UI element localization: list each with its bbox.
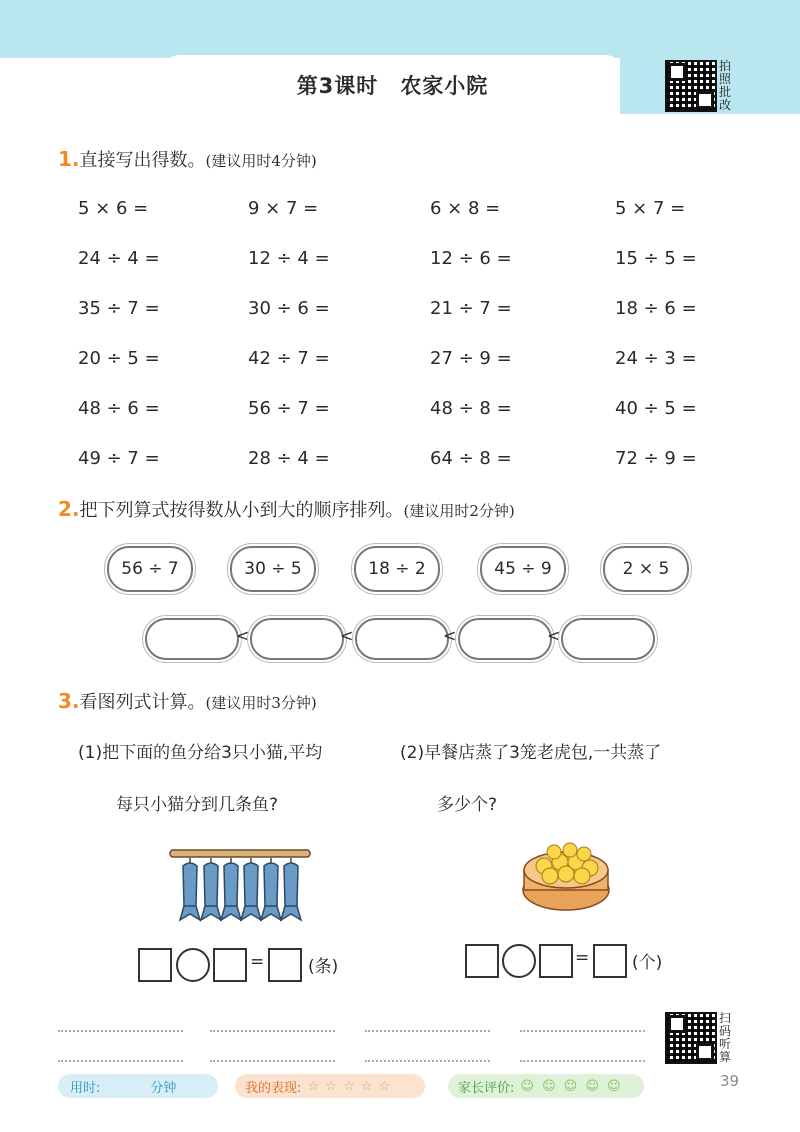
- arithmetic-problem: 56 ÷ 7 =: [248, 398, 330, 419]
- answer-box-1[interactable]: [138, 948, 172, 982]
- arithmetic-problem: 6 × 8 =: [430, 198, 501, 219]
- expression-cloud: 2 × 5: [603, 546, 689, 592]
- section-hint: (建议用时3分钟): [205, 694, 317, 712]
- arithmetic-problem: 21 ÷ 7 =: [430, 298, 512, 319]
- page-number: 39: [720, 1072, 740, 1090]
- arithmetic-problem: 12 ÷ 4 =: [248, 248, 330, 269]
- section-hint: (建议用时2分钟): [403, 502, 515, 520]
- qr-code-icon[interactable]: [665, 60, 717, 112]
- question-1-line-1: (1)把下面的鱼分给3只小猫,平均: [78, 743, 323, 763]
- steamer-buns-illustration: [520, 832, 612, 914]
- arithmetic-problem: 12 ÷ 6 =: [430, 248, 512, 269]
- question-2-line-1: (2)早餐店蒸了3笼老虎包,一共蒸了: [400, 743, 662, 763]
- answer-cloud-2[interactable]: [250, 618, 344, 660]
- scan-listen-label: [718, 1012, 732, 1064]
- answer-line[interactable]: [210, 1030, 335, 1032]
- less-than-sign: <: [547, 626, 561, 645]
- equals-sign: =: [250, 952, 265, 972]
- answer-box-2[interactable]: [539, 944, 573, 978]
- section-title: 把下列算式按得数从小到大的顺序排列。: [79, 500, 404, 521]
- expression-cloud: 56 ÷ 7: [107, 546, 193, 592]
- answer-line[interactable]: [58, 1060, 183, 1062]
- answer-cloud-4[interactable]: [458, 618, 552, 660]
- label-char: 听: [718, 1037, 731, 1051]
- expression-cloud: 18 ÷ 2: [354, 546, 440, 592]
- arithmetic-problem: 27 ÷ 9 =: [430, 348, 512, 369]
- arithmetic-problem: 64 ÷ 8 =: [430, 448, 512, 469]
- answer-line[interactable]: [365, 1060, 490, 1062]
- label-char: 批: [718, 85, 731, 99]
- answer-box-result[interactable]: [268, 948, 302, 982]
- section-number: 1.: [58, 147, 80, 171]
- smiley-rating-icon[interactable]: ☺ ☺ ☺ ☺ ☺: [520, 1078, 623, 1094]
- label-char: 码: [718, 1024, 731, 1038]
- question-2-line-2: 多少个?: [437, 795, 498, 815]
- less-than-sign: <: [340, 626, 354, 645]
- answer-line[interactable]: [520, 1030, 645, 1032]
- unit-label: (条): [308, 957, 339, 977]
- qr-code-icon[interactable]: [665, 1012, 717, 1064]
- question-1-line-2: 每只小猫分到几条鱼?: [116, 795, 279, 815]
- section-title: 看图列式计算。: [79, 692, 206, 713]
- section-number: 3.: [58, 689, 80, 713]
- section-3-heading: [58, 688, 317, 714]
- arithmetic-problem: 28 ÷ 4 =: [248, 448, 330, 469]
- answer-line[interactable]: [58, 1030, 183, 1032]
- less-than-sign: <: [236, 626, 250, 645]
- star-rating-icon[interactable]: ☆ ☆ ☆ ☆ ☆: [307, 1078, 392, 1094]
- arithmetic-problem: 5 × 6 =: [78, 198, 149, 219]
- arithmetic-problem: 35 ÷ 7 =: [78, 298, 160, 319]
- lesson-label: 第3课时: [296, 74, 379, 98]
- arithmetic-problem: 30 ÷ 6 =: [248, 298, 330, 319]
- arithmetic-problem: 20 ÷ 5 =: [78, 348, 160, 369]
- arithmetic-problem: 40 ÷ 5 =: [615, 398, 697, 419]
- arithmetic-problem: 24 ÷ 3 =: [615, 348, 697, 369]
- performance-label: 我的表现:: [245, 1080, 302, 1096]
- parent-review-pill[interactable]: [448, 1074, 644, 1098]
- arithmetic-problem: 48 ÷ 6 =: [78, 398, 160, 419]
- parent-label: 家长评价:: [458, 1080, 515, 1096]
- label-char: 算: [718, 1050, 731, 1064]
- page-title: [165, 70, 620, 100]
- label-char: 照: [718, 72, 731, 86]
- unit-label: (个): [632, 953, 663, 973]
- less-than-sign: <: [443, 626, 457, 645]
- expression-cloud: 45 ÷ 9: [480, 546, 566, 592]
- operator-circle[interactable]: [502, 944, 536, 978]
- arithmetic-problem: 5 × 7 =: [615, 198, 686, 219]
- label-char: 扫: [718, 1011, 731, 1025]
- time-label: 用时:: [70, 1080, 101, 1096]
- arithmetic-problem: 9 × 7 =: [248, 198, 319, 219]
- header-band: [0, 0, 800, 58]
- answer-line[interactable]: [210, 1060, 335, 1062]
- answer-cloud-1[interactable]: [145, 618, 239, 660]
- arithmetic-problem: 15 ÷ 5 =: [615, 248, 697, 269]
- operator-circle[interactable]: [176, 948, 210, 982]
- answer-box-1[interactable]: [465, 944, 499, 978]
- arithmetic-problem: 49 ÷ 7 =: [78, 448, 160, 469]
- answer-line[interactable]: [365, 1030, 490, 1032]
- expression-cloud: 30 ÷ 5: [230, 546, 316, 592]
- section-hint: (建议用时4分钟): [205, 152, 317, 170]
- section-2-heading: [58, 496, 515, 522]
- equals-sign: =: [575, 948, 590, 968]
- label-char: 改: [718, 98, 731, 112]
- performance-pill[interactable]: [235, 1074, 425, 1098]
- answer-line[interactable]: [520, 1060, 645, 1062]
- arithmetic-problem: 18 ÷ 6 =: [615, 298, 697, 319]
- lesson-name: 农家小院: [400, 74, 489, 98]
- photo-grading-label: [718, 60, 732, 112]
- arithmetic-problem: 48 ÷ 8 =: [430, 398, 512, 419]
- arithmetic-problem: 24 ÷ 4 =: [78, 248, 160, 269]
- hanging-fish-illustration: [168, 840, 313, 925]
- time-unit: 分钟: [150, 1080, 177, 1096]
- arithmetic-problem: 42 ÷ 7 =: [248, 348, 330, 369]
- answer-box-2[interactable]: [213, 948, 247, 982]
- time-used-pill[interactable]: [58, 1074, 218, 1098]
- section-number: 2.: [58, 497, 80, 521]
- section-1-heading: [58, 146, 317, 172]
- answer-cloud-3[interactable]: [355, 618, 449, 660]
- arithmetic-problem: 72 ÷ 9 =: [615, 448, 697, 469]
- answer-cloud-5[interactable]: [561, 618, 655, 660]
- label-char: 拍: [718, 59, 731, 73]
- section-title: 直接写出得数。: [79, 150, 206, 171]
- answer-box-result[interactable]: [593, 944, 627, 978]
